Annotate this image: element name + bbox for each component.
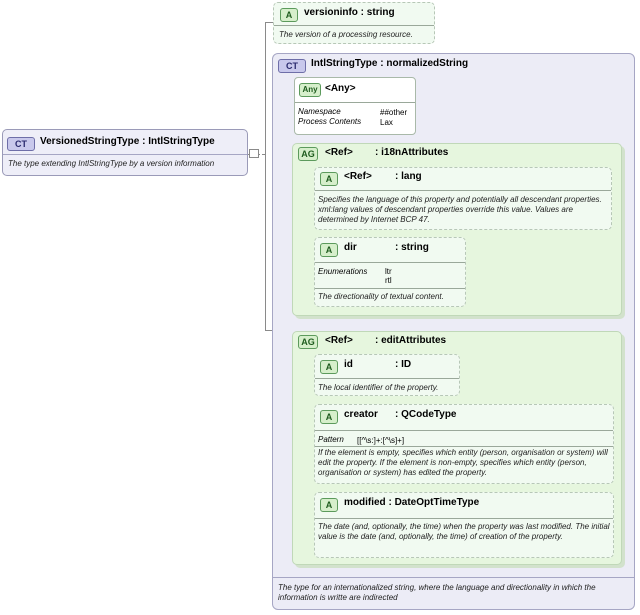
intl-name: IntlStringType bbox=[311, 58, 378, 69]
lang-type-name: lang bbox=[401, 171, 422, 182]
attribute-badge: A bbox=[320, 243, 338, 257]
versioninfo-name: versioninfo bbox=[304, 7, 358, 18]
modified-type-line bbox=[344, 497, 479, 508]
pattern-value: [[^\s:]+:[^\s]+] bbox=[357, 436, 405, 445]
enumeration-values: ltr rtl bbox=[385, 267, 392, 285]
dir-type bbox=[395, 242, 429, 253]
attribute-badge: A bbox=[280, 8, 298, 22]
creator-type bbox=[395, 409, 457, 420]
versioninfo-type: string bbox=[366, 7, 395, 18]
i18n-type bbox=[375, 147, 448, 158]
attribute-creator[interactable] bbox=[314, 404, 614, 484]
attribute-badge: A bbox=[320, 172, 338, 186]
i18n-ref-name: <Ref> bbox=[325, 147, 353, 158]
attribute-badge: A bbox=[320, 410, 338, 424]
attribute-id[interactable] bbox=[314, 354, 460, 396]
dir-name: dir bbox=[344, 242, 357, 253]
versioninfo-documentation: The version of a processing resource. bbox=[279, 30, 413, 39]
i18n-type-name: i18nAttributes bbox=[381, 147, 449, 158]
modified-name: modified bbox=[344, 497, 386, 508]
creator-type-name: QCodeType bbox=[401, 409, 457, 420]
dir-documentation: The directionality of textual content. bbox=[318, 292, 444, 301]
enumerations-label: Enumerations bbox=[318, 267, 368, 276]
attribute-group-badge: AG bbox=[298, 147, 318, 161]
attribute-name bbox=[304, 7, 395, 18]
any-badge: Any bbox=[299, 83, 321, 97]
lang-type bbox=[395, 171, 422, 182]
attribute-versioninfo[interactable] bbox=[273, 2, 435, 44]
attribute-group-badge: AG bbox=[298, 335, 318, 349]
type-separator: : bbox=[385, 497, 395, 508]
any-wildcard[interactable] bbox=[294, 77, 416, 135]
complex-type-badge: CT bbox=[278, 59, 306, 73]
edit-ref-name: <Ref> bbox=[325, 335, 353, 346]
id-type-name: ID bbox=[401, 359, 412, 370]
type-separator: : bbox=[395, 409, 402, 420]
attribute-badge: A bbox=[320, 498, 338, 512]
process-contents-label: Process Contents bbox=[298, 117, 362, 126]
attribute-badge: A bbox=[320, 360, 338, 374]
intl-documentation: The type for an internationalized string, where the language and directionality in which the information is writte are indirected bbox=[278, 583, 596, 602]
attribute-dir[interactable] bbox=[314, 237, 466, 307]
process-contents-value: Lax bbox=[380, 118, 393, 127]
attribute-modified[interactable] bbox=[314, 492, 614, 558]
id-documentation: The local identifier of the property. bbox=[318, 383, 439, 392]
namespace-label: Namespace bbox=[298, 107, 341, 116]
type-separator: : bbox=[357, 7, 367, 18]
lang-documentation: Specifies the language of this property and potentially all descendant properties. xml:lang values of descendant properties override this value. Values are determined by Internet BCP 47. bbox=[318, 195, 602, 224]
pattern-label: Pattern bbox=[318, 435, 344, 444]
modified-type-name: DateOptTimeType bbox=[394, 497, 480, 508]
root-name: VersionedStringType bbox=[40, 136, 140, 147]
root-type-separator: : bbox=[139, 136, 149, 147]
root-complex-type[interactable] bbox=[2, 129, 248, 176]
edit-type-name: editAttributes bbox=[381, 335, 447, 346]
edit-type bbox=[375, 335, 446, 346]
root-type-name bbox=[40, 136, 215, 147]
namespace-value: ##other bbox=[380, 108, 408, 117]
intl-type-name bbox=[311, 58, 468, 69]
id-name: id bbox=[344, 359, 353, 370]
type-separator: : bbox=[395, 171, 402, 182]
type-separator: : bbox=[377, 58, 387, 69]
any-name: <Any> bbox=[325, 83, 356, 94]
sequence-connector bbox=[249, 149, 259, 158]
type-separator: : bbox=[395, 242, 402, 253]
creator-documentation: If the element is empty, specifies which entity (person, organisation or system) will edit the property. If the element is non-empty, specifies which entity (person, organisation or system) has edited the property. bbox=[318, 448, 608, 477]
type-separator: : bbox=[395, 359, 402, 370]
intl-base-type: normalizedString bbox=[386, 58, 469, 69]
id-type bbox=[395, 359, 411, 370]
attribute-lang[interactable] bbox=[314, 167, 612, 230]
dir-type-name: string bbox=[401, 242, 429, 253]
lang-ref-name: <Ref> bbox=[344, 171, 372, 182]
root-documentation: The type extending IntlStringType by a version information bbox=[8, 159, 215, 168]
modified-documentation: The date (and, optionally, the time) when the property was last modified. The initial value is the date (and, optionally, the time) of creation of the property. bbox=[318, 522, 610, 541]
type-separator: : bbox=[375, 147, 382, 158]
root-base-type: IntlStringType bbox=[148, 136, 215, 147]
type-separator: : bbox=[375, 335, 382, 346]
creator-name: creator bbox=[344, 409, 378, 420]
complex-type-badge: CT bbox=[7, 137, 35, 151]
